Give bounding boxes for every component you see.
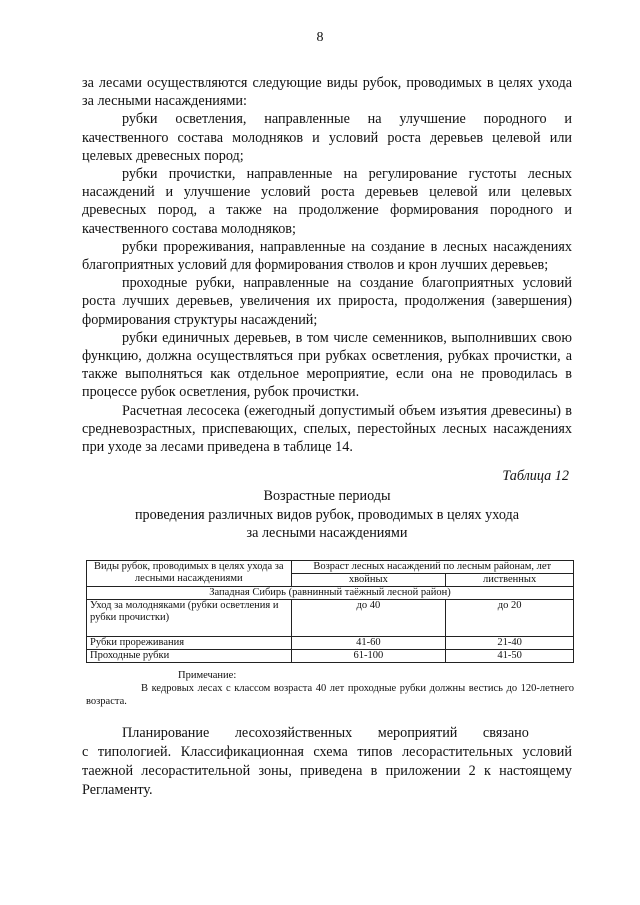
row-name: Уход за молодняками (рубки осветления и рубки прочистки)	[87, 600, 292, 637]
paragraph-prorezhivanie: рубки прореживания, направленные на создание в лесных насаждениях благоприятных условий для формирования стволов и крон лучших деревьев;	[82, 238, 572, 274]
table-title-line: за лесными насаждениями	[246, 525, 408, 541]
table-title-line: проведения различных видов рубок, проводимых в целях ухода	[134, 506, 520, 523]
page-number: 8	[316, 30, 324, 45]
closing-line-1: Планирование лесохозяйственных мероприятий связано	[122, 725, 529, 741]
row-conifer: 61-100	[291, 650, 446, 663]
closing-paragraph	[82, 724, 572, 800]
paragraph-edinichnye: рубки единичных деревьев, в том числе семенников, выполнивших свою функцию, должна осуществляться при рубках осветления, рубках прочистки, а также выполняться как отдельное мероприятие, если она не проводилась в процессе рубок осветления, рубок прочистки.	[82, 329, 572, 401]
row-deciduous: 41-50	[446, 650, 574, 663]
table-row	[87, 637, 574, 650]
table-header-row	[87, 561, 574, 574]
row-conifer: 41-60	[291, 637, 446, 650]
header-deciduous: лиственных	[446, 574, 574, 587]
table-row	[87, 650, 574, 663]
row-name: Рубки прореживания	[87, 637, 292, 650]
body-text	[82, 74, 572, 456]
header-conifer: хвойных	[291, 574, 446, 587]
table-title-line: Возрастные периоды	[263, 488, 391, 504]
paragraph-lesoseka: Расчетная лесосека (ежегодный допустимый объем изъятия древесины) в средневозрастных, приспевающих, спелых, перестойных лесных насаждениях при уходе за лесами приведена в таблице 14.	[82, 402, 572, 456]
paragraph-prochistka: рубки прочистки, направленные на регулирование густоты лесных насаждений и улучшение условий роста деревьев целевой или целевых древесных пород, а также на продолжение формирования породного и качественного состава молодняков;	[82, 166, 572, 237]
table-note	[86, 669, 574, 708]
row-deciduous: до 20	[446, 600, 574, 637]
header-age-group: Возраст лесных насаждений по лесным районам, лет	[291, 561, 573, 574]
table-label: Таблица 12	[502, 468, 569, 484]
closing-rest: с типологией. Классификационная схема типов лесорастительных условий таежной лесорастительной зоны, приведена в приложении 2 к настоящему Регламенту.	[82, 744, 572, 798]
age-periods-table	[86, 560, 574, 663]
note-text: В кедровых лесах с классом возраста 40 лет проходные рубки должны вестись до 120-летнего возраста.	[86, 683, 574, 707]
table-title	[82, 487, 572, 543]
paragraph-prokhodnye: проходные рубки, направленные на создание благоприятных условий роста лучших деревьев, увеличения их прироста, продолжения (завершения) формирования структуры насаждений;	[82, 275, 572, 328]
paragraph-intro: за лесами осуществляются следующие виды рубок, проводимых в целях ухода за лесными насаждениями:	[82, 75, 572, 110]
table-region-row	[87, 587, 574, 600]
row-name: Проходные рубки	[87, 650, 292, 663]
note-heading: Примечание:	[178, 670, 237, 681]
header-cut-type: Виды рубок, проводимых в целях ухода за лесными насаждениями	[87, 561, 292, 587]
paragraph-osvetlenie: рубки осветления, направленные на улучшение породного и качественного состава молодняков и условий роста деревьев целевой или целевых древесных пород;	[82, 111, 572, 164]
region-cell: Западная Сибирь (равнинный таёжный лесной район)	[87, 587, 574, 600]
row-conifer: до 40	[291, 600, 446, 637]
table-row	[87, 600, 574, 637]
row-deciduous: 21-40	[446, 637, 574, 650]
